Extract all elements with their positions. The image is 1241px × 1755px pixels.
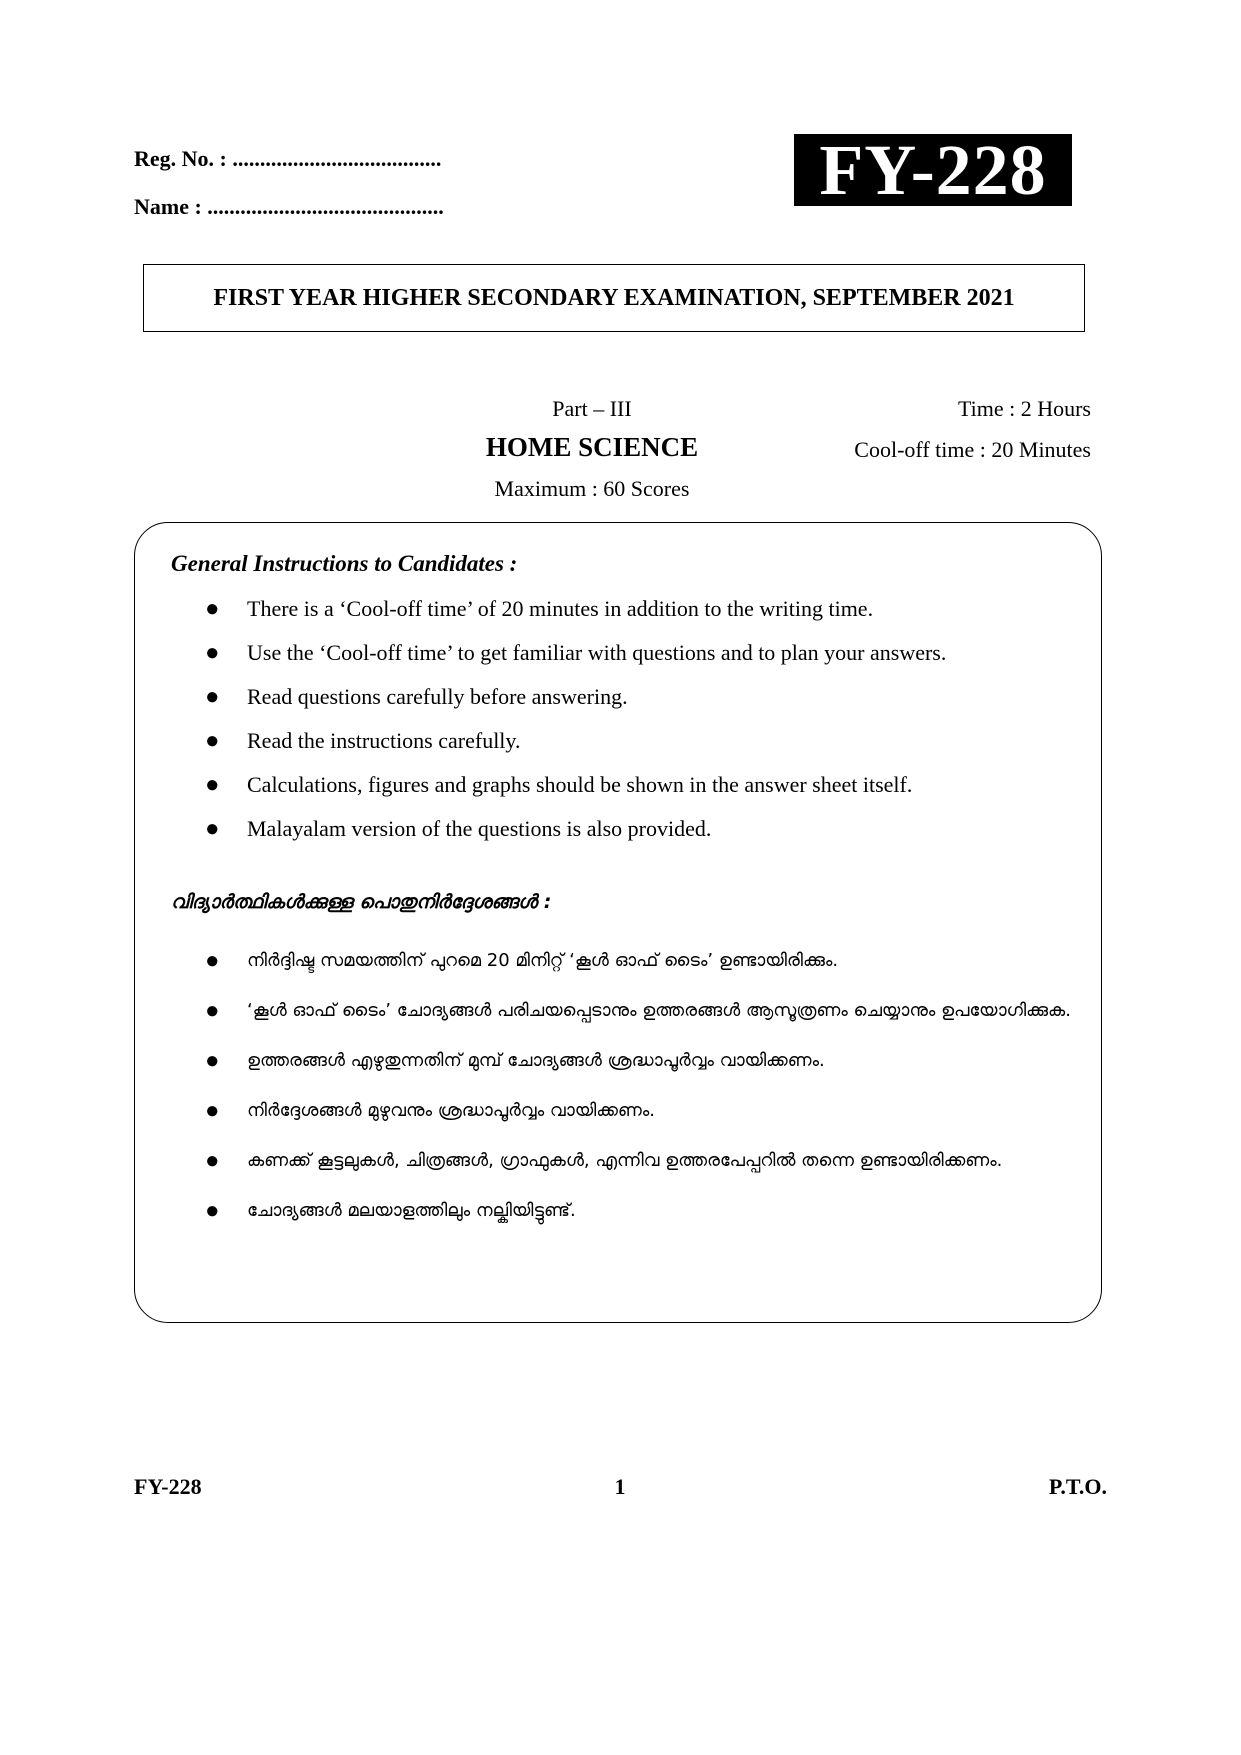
instruction-item <box>205 1091 1087 1131</box>
bullet-icon: ● <box>205 728 220 754</box>
bullet-icon: ● <box>205 1198 220 1224</box>
instruction-item <box>205 639 1087 667</box>
bullet-icon: ● <box>205 684 220 710</box>
page-number: 1 <box>614 1474 626 1499</box>
instructions-box <box>134 522 1102 1323</box>
instruction-text: ‘കൂൾ ഓഫ് ടൈം’ ചോദ്യങ്ങൾ പരിചയപ്പെടാനും ഉത്തരങ്ങൾ ആസൂത്രണം ചെയ്യാനും ഉപയോഗിക്കുക. <box>247 1000 1071 1021</box>
cool-off-time: Cool-off time : 20 Minutes <box>854 437 1091 462</box>
pto-label: P.T.O. <box>1048 1474 1107 1499</box>
bullet-icon: ● <box>205 1048 220 1074</box>
instruction-text: Malayalam version of the questions is also provided. <box>247 816 712 841</box>
bullet-icon: ● <box>205 1148 220 1174</box>
instruction-item <box>205 727 1087 755</box>
instruction-text: കണക്ക് കൂട്ടലുകൾ, ചിത്രങ്ങൾ, ഗ്രാഫുകൾ, എന്നിവ ഉത്തരപേപ്പറിൽ തന്നെ ഉണ്ടായിരിക്കണം. <box>247 1150 1003 1171</box>
bullet-icon: ● <box>205 998 220 1024</box>
bullet-icon: ● <box>205 816 220 842</box>
instruction-item <box>205 991 1087 1031</box>
instruction-text: ചോദ്യങ്ങൾ മലയാളത്തിലും നല്കിയിട്ടുണ്ട്. <box>247 1200 576 1221</box>
instruction-item <box>205 1041 1087 1081</box>
instruction-text: നിർദ്ദിഷ്ട സമയത്തിന് പുറമെ 20 മിനിറ്റ് ‘കൂൾ ഓഫ് ടൈം’ ഉണ്ടായിരിക്കും. <box>247 950 839 971</box>
footer-paper-code: FY-228 <box>134 1474 202 1499</box>
instruction-item <box>205 815 1087 843</box>
maximum-scores: Maximum : 60 Scores <box>494 476 690 501</box>
bullet-icon: ● <box>205 948 220 974</box>
bullet-icon: ● <box>205 640 220 666</box>
name-field: Name : ........................................... <box>134 194 444 219</box>
subject-title: HOME SCIENCE <box>485 432 699 462</box>
instruction-text: There is a ‘Cool-off time’ of 20 minutes in addition to the writing time. <box>247 596 874 621</box>
exam-title-box <box>143 264 1085 332</box>
malayalam-instructions-heading: വിദ്യാർത്ഥികൾക്കുള്ള പൊതുനിർദ്ദേശങ്ങൾ : <box>171 891 552 913</box>
instruction-item <box>205 683 1087 711</box>
instruction-text: Calculations, figures and graphs should be shown in the answer sheet itself. <box>247 772 913 797</box>
instruction-text: Read questions carefully before answering. <box>247 684 628 709</box>
instruction-text: Read the instructions carefully. <box>247 728 521 753</box>
english-instructions-list <box>205 595 1087 859</box>
exam-title: FIRST YEAR HIGHER SECONDARY EXAMINATION, SEPTEMBER 2021 <box>213 284 1015 311</box>
bullet-icon: ● <box>205 596 220 622</box>
instruction-item <box>205 595 1087 623</box>
english-instructions-heading: General Instructions to Candidates : <box>171 551 518 576</box>
paper-code-badge: FY-228 <box>794 134 1072 206</box>
instruction-item <box>205 771 1087 799</box>
instruction-item <box>205 1191 1087 1231</box>
bullet-icon: ● <box>205 772 220 798</box>
instruction-text: ഉത്തരങ്ങൾ എഴുതുന്നതിന് മുമ്പ് ചോദ്യങ്ങൾ ശ്രദ്ധാപൂർവ്വം വായിക്കണം. <box>247 1050 825 1071</box>
instruction-text: Use the ‘Cool-off time’ to get familiar with questions and to plan your answers. <box>247 640 947 665</box>
reg-no-field: Reg. No. : ...................................... <box>134 146 442 171</box>
bullet-icon: ● <box>205 1098 220 1124</box>
instruction-item <box>205 941 1087 981</box>
malayalam-instructions-list <box>205 941 1087 1241</box>
instruction-item <box>205 1141 1087 1181</box>
instruction-text: നിർദ്ദേശങ്ങൾ മുഴുവനും ശ്രദ്ധാപൂർവ്വം വായിക്കണം. <box>247 1100 655 1121</box>
time-allowed: Time : 2 Hours <box>957 396 1091 421</box>
part-label: Part – III <box>552 396 632 421</box>
